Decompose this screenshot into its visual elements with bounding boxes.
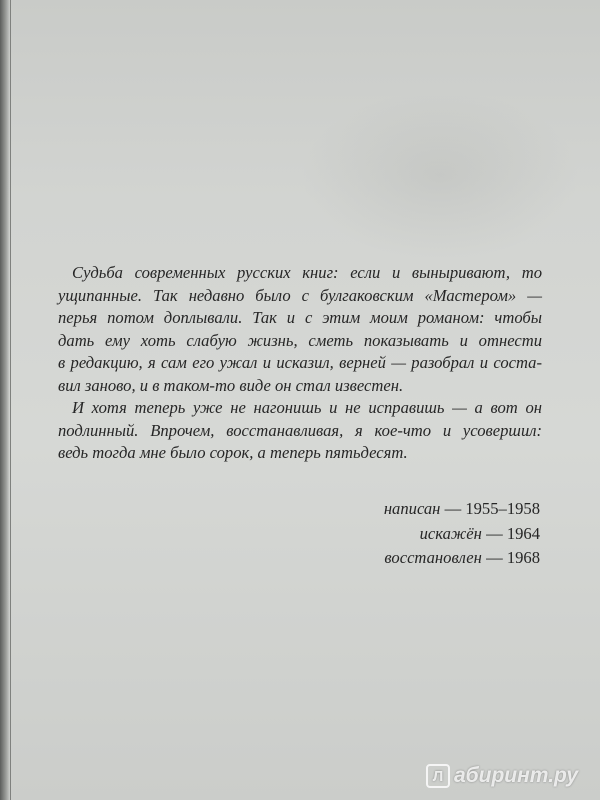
date-row-restored — [384, 546, 540, 571]
date-separator: — — [444, 499, 462, 518]
epigraph-paragraph-1 — [58, 262, 542, 397]
date-row-distorted — [384, 522, 540, 547]
date-value: 1968 — [506, 548, 540, 567]
epigraph — [58, 262, 542, 465]
text-line: подлинный. Впрочем, восстанавливая, я кое-что и усовершил: — [58, 420, 542, 440]
text-line: дать ему хоть слабую жизнь, сметь показывать и отнести — [58, 330, 542, 350]
show-through-text — [300, 90, 580, 260]
date-separator: — — [486, 548, 503, 567]
text-line: И хотя теперь уже не нагонишь и не исправишь — а вот он — [72, 398, 542, 417]
text-line: вил заново, и в таком-то виде он стал известен. — [58, 375, 404, 395]
dates-block — [384, 497, 540, 571]
date-row-written — [384, 497, 540, 522]
spine-shadow — [0, 0, 10, 800]
labirint-logo-icon: Л — [426, 764, 450, 788]
text-line: Судьба современных русских книг: если и выныривают, то — [72, 263, 542, 282]
text-line: ущипанные. Так недавно было с булгаковским «Мастером» — — [58, 285, 542, 305]
date-label: написан — [383, 499, 441, 518]
text-line: ведь тогда мне было сорок, а теперь пятьдесят. — [58, 443, 408, 462]
epigraph-paragraph-2 — [58, 397, 542, 465]
date-label: восстановлен — [384, 548, 482, 567]
watermark-text: абиринт.ру — [453, 764, 578, 787]
text-line: перья потом доплывали. Так и с этим моим романом: чтобы — [58, 308, 542, 327]
date-value: 1964 — [506, 523, 540, 543]
date-value: 1955–1958 — [465, 499, 540, 518]
text-line: в редакцию, я сам его ужал и исказил, верней — разобрал и соста- — [58, 353, 542, 372]
labirint-watermark — [426, 764, 578, 788]
date-label: искажён — [419, 523, 482, 543]
spine-edge — [10, 0, 11, 800]
date-separator: — — [486, 523, 503, 543]
